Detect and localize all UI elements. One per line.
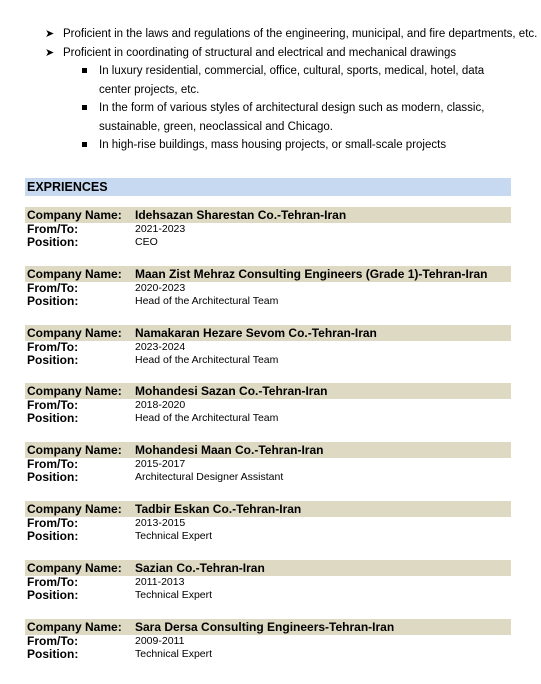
company-name: Sazian Co.-Tehran-Iran [135,561,265,575]
company-bar: Company Name: Idehsazan Sharestan Co.-Tehran-Iran [25,207,511,223]
job-entry [25,266,511,308]
job-entry [25,207,511,249]
square-bullet-icon [82,68,87,73]
period-row: From/To: 2011-2013 [27,575,185,589]
period-value: 2023-2024 [135,341,186,353]
period-value: 2015-2017 [135,458,186,470]
job-entry [25,560,511,602]
company-name: Tadbir Eskan Co.-Tehran-Iran [135,502,302,516]
company-name: Mohandesi Maan Co.-Tehran-Iran [135,443,324,457]
company-name: Maan Zist Mehraz Consulting Engineers (Grade 1)-Tehran-Iran [135,267,488,281]
period-row: From/To: 2018-2020 [27,398,186,412]
skills-list [0,25,541,155]
position-row: Position: Head of the Architectural Team [27,353,279,367]
period-value: 2013-2015 [135,517,186,529]
position-value: Head of the Architectural Team [135,295,279,307]
skill-item: ➤ Proficient in the laws and regulations of the engineering, municipal, and fire departments, etc. [0,25,541,44]
position-value: Head of the Architectural Team [135,354,279,366]
skill-subitem: In the form of various styles of architectural design such as modern, classic, sustainable, green, neoclassical and Chicago. [0,99,541,136]
skill-item: ➤ Proficient in coordinating of structural and electrical and mechanical drawings [0,44,541,63]
period-value: 2021-2023 [135,223,186,235]
period-row: From/To: 2013-2015 [27,516,186,530]
company-name: Sara Dersa Consulting Engineers-Tehran-Iran [135,620,395,634]
job-entry [25,501,511,543]
company-bar: Company Name: Mohandesi Sazan Co.-Tehran-Iran [25,383,511,399]
company-name: Namakaran Hezare Sevom Co.-Tehran-Iran [135,326,377,340]
period-row: From/To: 2023-2024 [27,340,186,354]
position-row: Position: Architectural Designer Assistant [27,470,284,484]
skill-subitem: In high-rise buildings, mass housing projects, or small-scale projects [0,136,541,155]
position-value: Technical Expert [135,530,213,542]
period-value: 2018-2020 [135,399,186,411]
position-value: Technical Expert [135,589,213,601]
arrow-bullet-icon: ➤ [45,46,55,59]
period-row: From/To: 2009-2011 [27,634,185,648]
period-value: 2011-2013 [135,576,185,588]
position-row: Position: Head of the Architectural Team [27,294,279,308]
job-entry [25,325,511,367]
position-value: Technical Expert [135,648,213,660]
section-title-experiences: EXPRIENCES [25,178,511,196]
position-value: Head of the Architectural Team [135,412,279,424]
period-row: From/To: 2015-2017 [27,457,186,471]
position-row: Position: Technical Expert [27,588,213,602]
job-entry [25,383,511,425]
period-value: 2009-2011 [135,635,185,647]
company-bar: Company Name: Tadbir Eskan Co.-Tehran-Iran [25,501,511,517]
position-value: Architectural Designer Assistant [135,471,284,483]
company-bar: Company Name: Maan Zist Mehraz Consulting Engineers (Grade 1)-Tehran-Iran [25,266,511,282]
company-bar: Company Name: Mohandesi Maan Co.-Tehran-Iran [25,442,511,458]
square-bullet-icon [82,142,87,147]
company-bar: Company Name: Namakaran Hezare Sevom Co.-Tehran-Iran [25,325,511,341]
job-entry [25,442,511,484]
position-row: Position: Technical Expert [27,647,213,661]
job-entry [25,619,511,661]
position-row: Position: CEO [27,235,158,249]
company-name: Mohandesi Sazan Co.-Tehran-Iran [135,384,328,398]
arrow-bullet-icon: ➤ [45,28,55,40]
period-row: From/To: 2020-2023 [27,281,186,295]
position-value: CEO [135,236,158,248]
skill-subitem: In luxury residential, commercial, office, cultural, sports, medical, hotel, data center projects, etc. [0,62,541,99]
period-row: From/To: 2021-2023 [27,222,186,236]
company-bar: Company Name: Sazian Co.-Tehran-Iran [25,560,511,576]
company-bar: Company Name: Sara Dersa Consulting Engineers-Tehran-Iran [25,619,511,635]
company-name: Idehsazan Sharestan Co.-Tehran-Iran [135,208,347,222]
position-row: Position: Head of the Architectural Team [27,411,279,425]
position-row: Position: Technical Expert [27,529,213,543]
square-bullet-icon [82,105,87,110]
period-value: 2020-2023 [135,282,186,294]
